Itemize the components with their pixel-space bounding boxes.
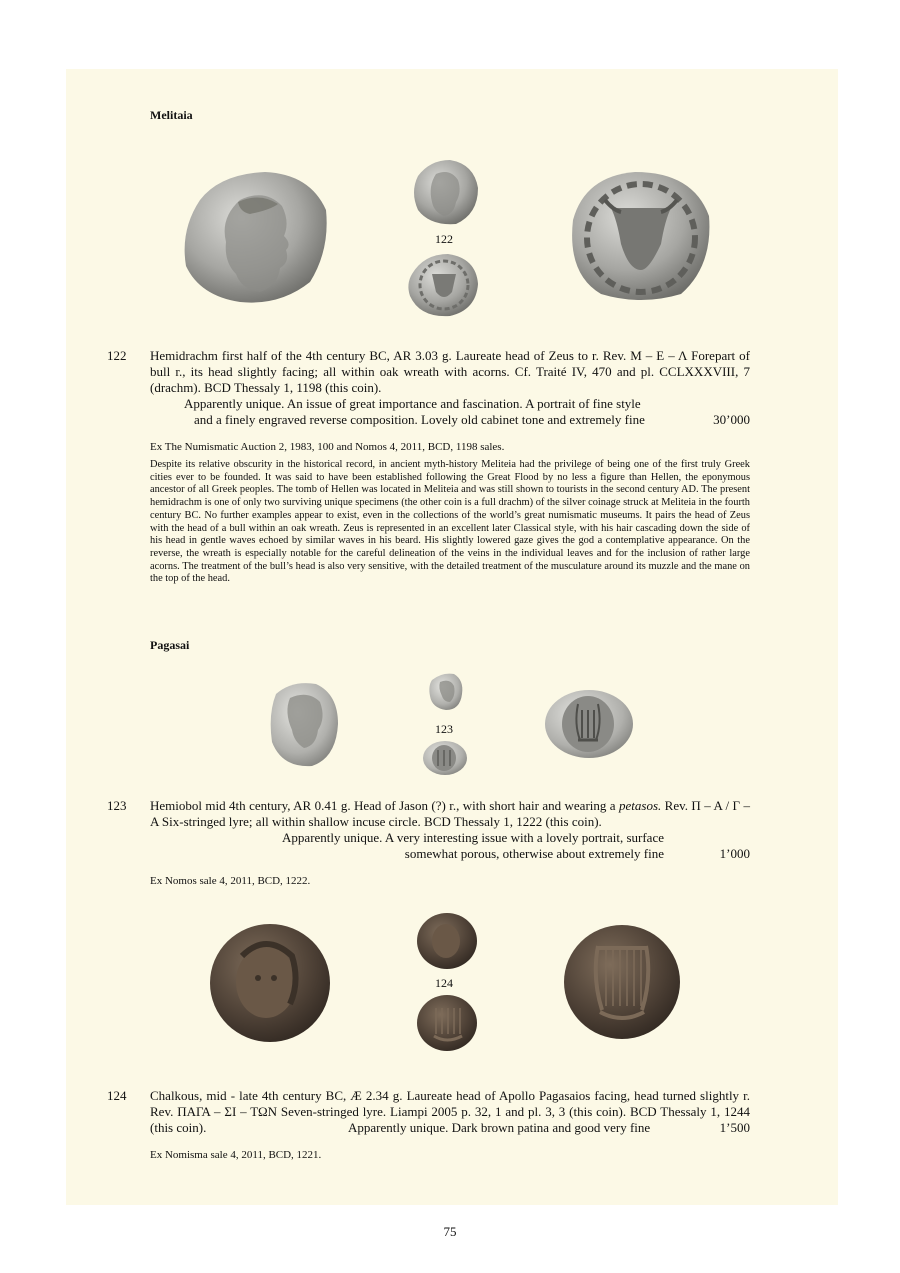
apollo-head-coin-small: [416, 912, 478, 970]
bull-head-coin-large: [565, 170, 713, 306]
lot-description-122: Hemidrachm first half of the 4th century BC, AR 3.03 g. Laureate head of Zeus to r. Rev. Μ – Ε – Λ Forepart of bull r., its head slightly facing; all within oak wreath with acorns. Cf. Traité IV, 470 and pl. CCLXXXVIII, 7 (drachm). BCD Thessaly 1, 1198 (this coin).: [150, 348, 750, 395]
jason-head-coin-large: [268, 680, 340, 768]
lot-description-124: Chalkous, mid - late 4th century BC, Æ 2.34 g. Laureate head of Apollo Pagasaios facing, head turned slightly r. Rev. ΠΑΓΑ – ΣΙ – ΤΩΝ Seven-stringed lyre. Liampi 2005 p. 32, 1 and pl. 3, 3 (this coin). BCD Thessaly 1, 1244 (this coin).: [150, 1088, 750, 1135]
lot-provenance-123: Ex Nomos sale 4, 2011, BCD, 1222.: [150, 875, 311, 887]
apollo-head-coin-large: [208, 922, 332, 1044]
lot-condition-123-line1: Apparently unique. A very interesting issue with a lovely portrait, surface: [282, 830, 664, 845]
coin-label-123: 123: [435, 722, 453, 736]
lot-description-123: [150, 798, 750, 830]
lot-price-122: 30’000: [713, 412, 750, 427]
lot-description-123-suffix: Rev. Π – Α / Γ – Α Six-stringed lyre; all within shallow incuse circle. BCD Thessaly 1, 1222 (this coin).: [150, 798, 750, 829]
lot-provenance-124: Ex Nomisma sale 4, 2011, BCD, 1221.: [150, 1149, 322, 1161]
lot-price-123: 1’000: [719, 846, 750, 861]
coin-label-124: 124: [435, 976, 453, 990]
lot-number-124: 124: [107, 1088, 127, 1103]
lyre-coin-large: [544, 688, 634, 760]
zeus-head-coin-small: [410, 158, 480, 226]
section-title-melitaia: Melitaia: [150, 108, 193, 122]
zeus-head-coin-large: [180, 170, 330, 306]
lot-condition-122-line1: Apparently unique. An issue of great importance and fascination. A portrait of fine style: [184, 396, 641, 411]
lot-condition-124: Apparently unique. Dark brown patina and good very fine: [348, 1120, 651, 1135]
seven-string-lyre-coin-large: [562, 922, 682, 1042]
lot-description-123-prefix: Hemiobol mid 4th century, AR 0.41 g. Head of Jason (?) r., with short hair and wearing a: [150, 798, 619, 813]
section-title-pagasai: Pagasai: [150, 638, 190, 652]
seven-string-lyre-coin-small: [416, 994, 478, 1052]
lot-number-122: 122: [107, 348, 127, 363]
lot-condition-122-line2: and a finely engraved reverse composition. Lovely old cabinet tone and extremely fine: [194, 412, 645, 427]
lot-description-123-italic: petasos.: [619, 798, 662, 813]
page-number: 75: [443, 1224, 457, 1239]
lot-condition-123-line2: somewhat porous, otherwise about extremely fine: [404, 846, 664, 861]
bull-head-coin-small: [406, 252, 480, 318]
lot-provenance-122: Ex The Numismatic Auction 2, 1983, 100 and Nomos 4, 2011, BCD, 1198 sales.: [150, 441, 505, 453]
jason-head-coin-small: [428, 672, 464, 712]
coin-label-122: 122: [435, 232, 453, 246]
lot-price-124: 1’500: [719, 1120, 750, 1135]
lot-number-123: 123: [107, 798, 127, 813]
lyre-coin-small: [422, 740, 468, 776]
lot-note-122: Despite its relative obscurity in the historical record, in ancient myth-history Meliteia had the privilege of being one of the first truly Greek cities ever to be founded. It was said to have been established following the Great Flood by no less a figure than Hellen, the eponymous ancestor of all Greek peoples. The tomb of Hellen was located in Meliteia and was still shown to tourists in the second century AD. The present hemidrachm is one of only two surviving unique specimens (the other coin is a full drachm) of the silver coinage struck at Meliteia in the fourth century BC. No further examples appear to exist, even in the collections of the world’s great numismatic museums. It pairs the head of Zeus with the head of a bull within an oak wreath. Zeus is represented in an excellent later Classical style, with his hair cascading down the side of his head in gentle waves echoed by similar waves in his beard. His slightly lowered gaze gives the god a contemplative appearance. On the reverse, the wreath is especially notable for the careful delineation of the veins in the individual leaves and for the inclusion of rather large acorns. The treatment of the bull’s head is also very sensitive, with the detailed treatment of the musculature around its muzzle and the mane on the top of the head.: [150, 459, 750, 585]
